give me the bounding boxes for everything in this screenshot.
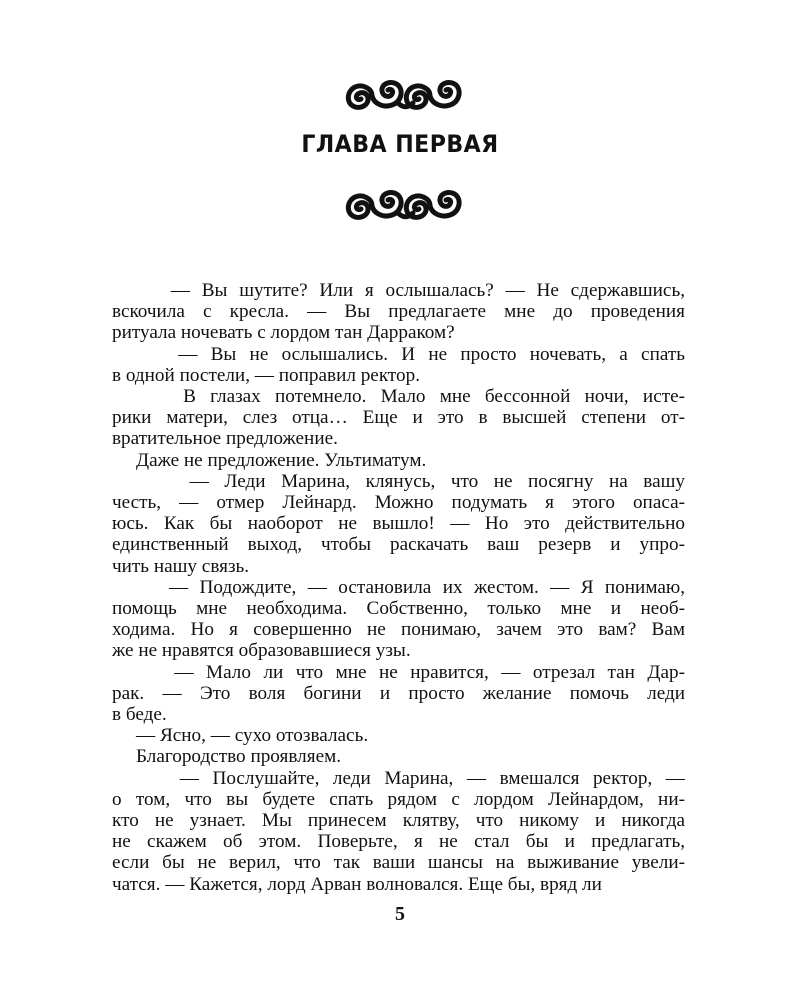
text-line: вскочила с кресла. — Вы предлагаете мне до проведения [112,301,685,323]
paragraph [112,450,685,471]
paragraph [112,471,685,577]
text-line: — Мало ли что мне не нравится, — отрезал тан Дар- [112,661,685,683]
text-line: чатся. — Кажется, лорд Арван волновался. Еще бы, вряд ли [112,873,602,895]
double-spiral-ornament-icon [340,78,462,112]
text-line: — Подождите, — остановила их жестом. — Я понимаю, [112,576,685,598]
paragraph [112,725,685,746]
text-line: В глазах потемнело. Мало мне бессонной ночи, исте- [112,386,685,408]
text-line: помощь мне необходима. Собственно, только мне и необ- [112,598,685,620]
text-line: рак. — Это воля богини и просто желание помочь леди [112,682,685,704]
chapter-body [112,280,685,895]
paragraph [112,577,685,662]
text-line: о том, что вы будете спать рядом с лордом Лейнардом, ни- [112,788,685,810]
text-line: чить нашу связь. [112,555,250,577]
text-line: Благородство проявляем. [112,746,342,768]
text-line: рики матери, слез отца… Еще и это в высшей степени от- [112,407,685,429]
text-line: кто не узнает. Мы принесем клятву, что никому и никогда [112,810,685,832]
text-line: Даже не предложение. Ультиматум. [112,449,427,471]
page-number: 5 [395,903,405,925]
text-line: — Послушайте, леди Марина, — вмешался ректор, — [112,767,685,789]
text-line: юсь. Как бы наоборот не вышло! — Но это действительно [112,513,685,535]
text-line: — Леди Марина, клянусь, что не посягну на вашу [112,470,685,492]
paragraph [112,746,685,767]
paragraph [112,280,685,344]
text-line: если бы не верил, что так ваши шансы на выживание увели- [112,852,685,874]
text-line: единственный выход, чтобы раскачать ваш резерв и упро- [112,534,685,556]
text-line: вратительное предложение. [112,428,338,450]
text-line: ритуала ночевать с лордом тан Дарраком? [112,322,455,344]
text-line: — Ясно, — сухо отозвалась. [112,725,369,747]
paragraph [112,768,685,895]
paragraph [112,662,685,726]
paragraph [112,344,685,386]
text-line: — Вы шутите? Или я ослышалась? — Не сдержавшись, [112,280,685,301]
text-line: в беде. [112,704,167,726]
text-line: — Вы не ослышались. И не просто ночевать, а спать [112,343,685,365]
text-line: же не нравятся образовавшиеся узы. [112,640,411,662]
paragraph [112,386,685,450]
text-line: ходима. Но я совершенно не понимаю, зачем это вам? Вам [112,619,685,641]
text-line: честь, — отмер Лейнард. Можно подумать я этого опаса- [112,492,685,514]
text-line: не скажем об этом. Поверьте, я не стал бы и предлагать, [112,831,685,853]
chapter-title: ГЛАВА ПЕРВАЯ [301,130,499,158]
double-spiral-ornament-icon [340,188,462,222]
text-line: в одной постели, — поправил ректор. [112,364,421,386]
